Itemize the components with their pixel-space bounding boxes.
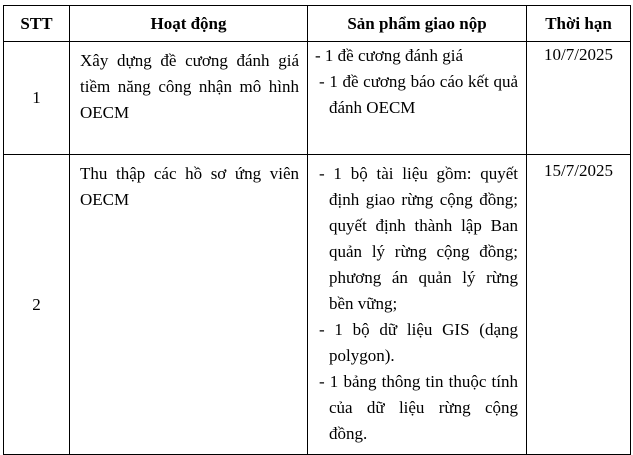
row-products	[308, 155, 527, 455]
product-item: - 1 đề cương đánh giá	[315, 46, 464, 65]
product-item: - 1 bộ tài liệu gồm: quyết định giao rừng cộng đồng; quyết định thành lập Ban quản lý rừng cộng đồng; phương án quản lý rừng bền vững;	[319, 164, 518, 313]
header-activity: Hoạt động	[70, 6, 308, 42]
row-stt: 2	[4, 155, 70, 455]
header-product: Sản phẩm giao nộp	[308, 6, 527, 42]
row-products	[308, 42, 527, 155]
row-activity: Xây dựng đề cương đánh giá tiềm năng công nhận mô hình OECM	[70, 42, 308, 155]
header-stt: STT	[4, 6, 70, 42]
header-deadline: Thời hạn	[527, 6, 631, 42]
row-deadline: 10/7/2025	[527, 42, 631, 155]
table-row	[4, 155, 631, 455]
row-stt: 1	[4, 42, 70, 155]
table-header-row	[4, 6, 631, 42]
product-item: - 1 bộ dữ liệu GIS (dạng polygon).	[319, 320, 518, 365]
deliverables-table	[3, 5, 631, 455]
product-item: - 1 bảng thông tin thuộc tính của dữ liệu rừng cộng đồng.	[319, 372, 518, 443]
row-activity: Thu thập các hồ sơ ứng viên OECM	[70, 155, 308, 455]
table-row	[4, 42, 631, 155]
row-deadline: 15/7/2025	[527, 155, 631, 455]
product-item: - 1 đề cương báo cáo kết quả đánh OECM	[319, 72, 518, 117]
